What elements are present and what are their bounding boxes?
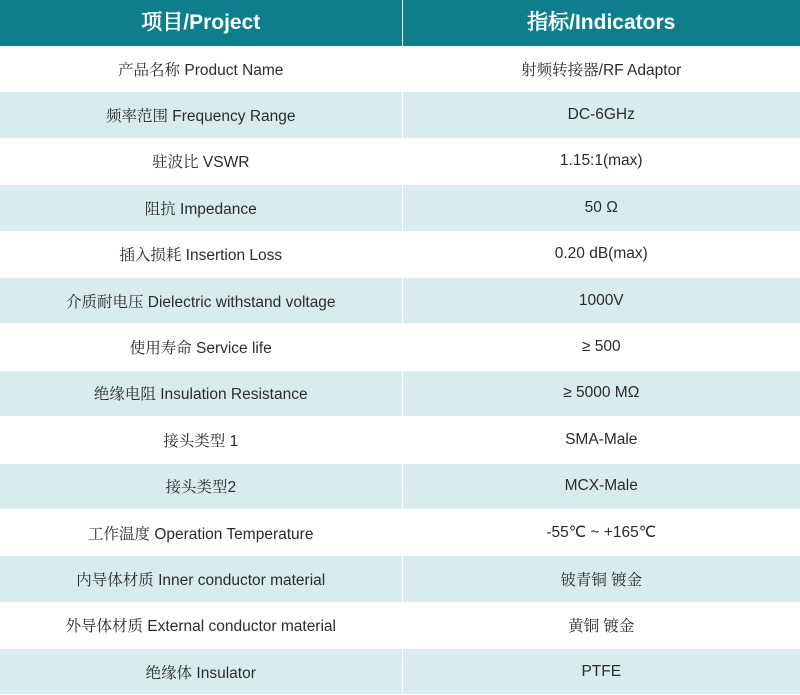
cell-indicator: ≥ 500 [402,324,800,370]
cell-indicator: 1000V [402,277,800,323]
table-row [0,509,800,555]
table-row [0,46,800,92]
table-row [0,92,800,138]
cell-project: 介质耐电压 Dielectric withstand voltage [0,277,402,323]
table-row [0,138,800,184]
cell-indicator: 铍青铜 镀金 [402,556,800,602]
table-body [0,46,800,695]
cell-project: 外导体材质 External conductor material [0,602,402,648]
cell-project: 绝缘体 Insulator [0,649,402,695]
cell-project: 产品名称 Product Name [0,46,402,92]
cell-indicator: 黄铜 镀金 [402,602,800,648]
cell-indicator: 射频转接器/RF Adaptor [402,46,800,92]
cell-indicator: 50 Ω [402,185,800,231]
cell-indicator: 1.15:1(max) [402,138,800,184]
cell-indicator: -55℃ ~ +165℃ [402,509,800,555]
cell-indicator: PTFE [402,649,800,695]
cell-project: 接头类型 1 [0,417,402,463]
cell-indicator: 0.20 dB(max) [402,231,800,277]
cell-indicator: DC-6GHz [402,92,800,138]
table-row [0,277,800,323]
table-row [0,324,800,370]
table-row [0,649,800,695]
table-row [0,602,800,648]
table-row [0,370,800,416]
cell-project: 插入损耗 Insertion Loss [0,231,402,277]
column-header-project: 项目/Project [0,0,402,46]
table-row [0,417,800,463]
table-header [0,0,800,46]
table-header-row [0,0,800,46]
column-header-indicators: 指标/Indicators [402,0,800,46]
cell-project: 驻波比 VSWR [0,138,402,184]
cell-project: 阻抗 Impedance [0,185,402,231]
table-row [0,556,800,602]
cell-indicator: MCX-Male [402,463,800,509]
cell-project: 使用寿命 Service life [0,324,402,370]
cell-project: 工作温度 Operation Temperature [0,509,402,555]
cell-indicator: ≥ 5000 MΩ [402,370,800,416]
table-row [0,231,800,277]
table-row [0,463,800,509]
cell-project: 内导体材质 Inner conductor material [0,556,402,602]
cell-project: 频率范围 Frequency Range [0,92,402,138]
cell-project: 接头类型2 [0,463,402,509]
table-row [0,185,800,231]
cell-indicator: SMA-Male [402,417,800,463]
cell-project: 绝缘电阻 Insulation Resistance [0,370,402,416]
